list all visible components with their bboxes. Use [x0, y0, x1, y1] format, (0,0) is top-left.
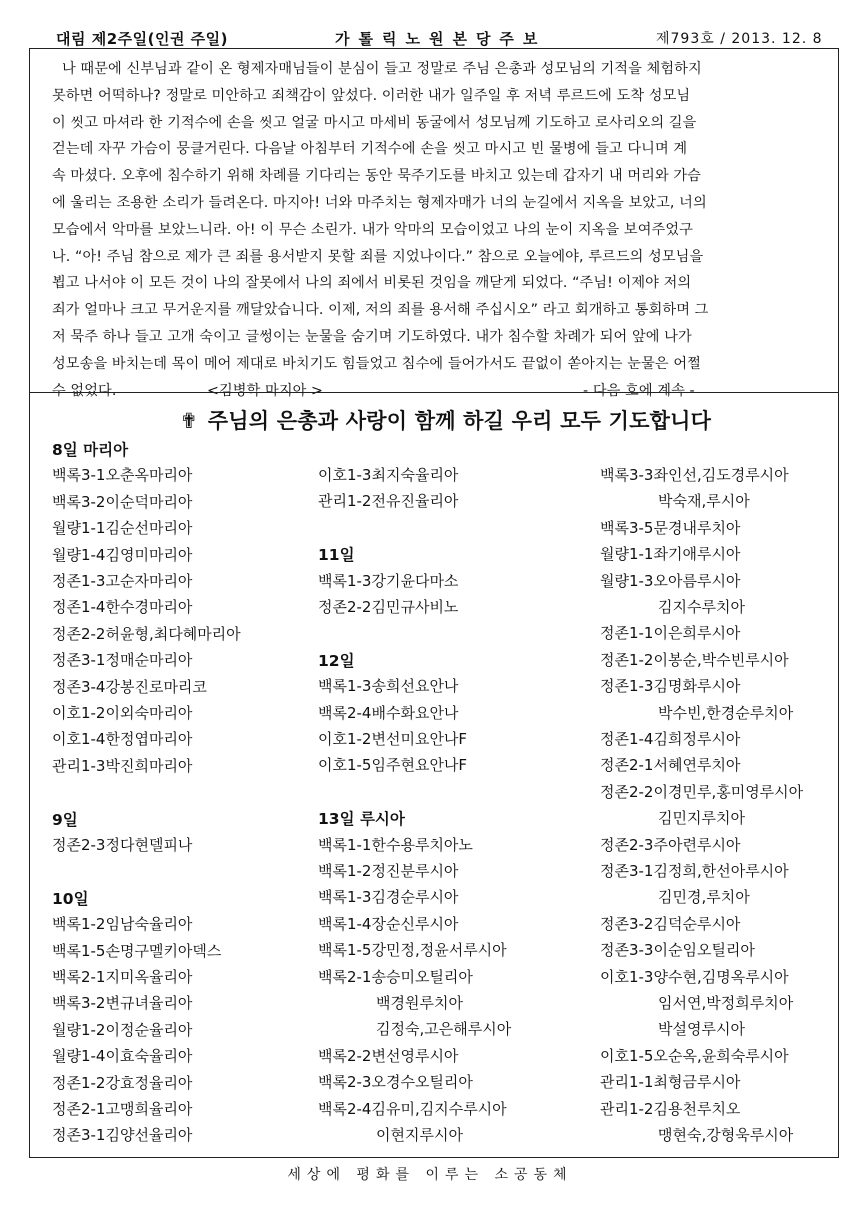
feast-day-heading: 13일 루시아 — [318, 810, 405, 829]
list-item: 이호1-5임주현요안나F — [318, 756, 468, 775]
list-item: 백록1-5손명구멜키아덱스 — [52, 941, 222, 960]
story-line: 죄가 얼마나 크고 무거운지를 깨달았습니다. 이제, 저의 죄를 용서해 주십시오” 라고 회개하고 통회하며 그 — [52, 302, 709, 319]
list-item: 관리1-3박진희마리아 — [52, 756, 193, 775]
section-divider — [29, 392, 839, 393]
list-item: 백록1-4장순신루시아 — [318, 914, 459, 933]
list-item: 정존1-4김희정루시아 — [600, 730, 741, 748]
list-item: 김정숙,고은해루시아 — [376, 1020, 512, 1039]
story-line: 나. “아! 주님 참으로 제가 큰 죄를 용서받지 못할 죄를 지었나이다.” 참으로 오늘에야, 루르드의 성모님을 — [52, 248, 704, 265]
continued-note: - 다음 호에 계속 - — [583, 382, 695, 399]
feast-day-heading: 12일 — [318, 651, 355, 670]
story-line-end: 수 없었다. — [52, 382, 117, 399]
story-line: 걷는데 자꾸 가슴이 뭉클거린다. 다음날 아침부터 기적수에 손을 씻고 마시고 빈 물병에 들고 다니며 계 — [52, 141, 688, 158]
list-item: 정존1-3김명화루시아 — [600, 677, 741, 696]
list-item: 임서연,박정희루치아 — [658, 994, 794, 1012]
list-item: 박설영루시아 — [658, 1020, 745, 1039]
list-item: 이호1-4한정엽마리아 — [52, 730, 193, 749]
list-item: 관리1-1최형금루시아 — [600, 1073, 741, 1092]
list-item: 백록3-5문경내루치아 — [600, 518, 741, 537]
story-line: 속 마셨다. 오후에 침수하기 위해 차례를 기다리는 동안 묵주기도를 바치고 있는데 갑자기 내 머리와 가슴 — [52, 168, 701, 185]
list-item: 백록3-1오춘옥마리아 — [52, 466, 193, 485]
story-line: 못하면 어떡하나? 정말로 미안하고 죄책감이 앞섰다. 이러한 내가 일주일 후 저녁 루르드에 도착 성모님 — [52, 87, 691, 104]
list-item: 백록2-1송승미오틸리아 — [318, 967, 473, 986]
bulletin-header — [0, 28, 860, 48]
issue-number-date: 제793호 / 2013. 12. 8 — [656, 31, 823, 47]
story-line: 에 울리는 조용한 소리가 들려온다. 마지아! 너와 마주치는 형제자매가 너의 눈길에서 지옥을 보았고, 너의 — [52, 195, 707, 211]
list-item: 월량1-4김영미마리아 — [52, 545, 193, 564]
list-item: 정존3-2김덕순루시아 — [600, 914, 741, 933]
list-item: 월량1-1김순선마리아 — [52, 519, 193, 538]
story-line: 이 씻고 마셔라 한 기적수에 손을 씻고 얼굴 마시고 마세비 동굴에서 성모님께 기도하고 로사리오의 길을 — [52, 114, 697, 131]
list-item: 백록1-3김경순루시아 — [318, 888, 459, 907]
bulletin-title: 가톨릭노원본당주보 — [335, 30, 547, 48]
list-item: 백록1-5강민정,정윤서루시아 — [318, 941, 507, 960]
list-item: 정존3-1정매순마리아 — [52, 651, 193, 670]
list-item: 월량1-4이효숙율리아 — [52, 1047, 193, 1066]
footer-slogan: 세상에 평화를 이루는 소공동체 — [287, 1167, 573, 1183]
list-item: 이호1-3최지숙율리아 — [318, 466, 459, 484]
list-item: 월량1-2이정순율리아 — [52, 1020, 193, 1039]
list-item: 정존2-1서혜연루치아 — [600, 756, 741, 775]
story-line: 나 때문에 신부님과 같이 온 형제자매님들이 분심이 들고 정말로 주님 은총과 성모님의 기적을 체험하지 — [62, 61, 702, 77]
prayer-title: 주님의 은총과 사랑이 함께 하길 우리 모두 기도합니다 — [207, 409, 712, 433]
story-line: 저 묵주 하나 들고 고개 숙이고 글썽이는 눈물을 숨기며 기도하였다. 내가 침수할 차례가 되어 앞에 나가 — [52, 329, 692, 345]
list-item: 정존2-2허윤형,최다혜마리아 — [52, 624, 241, 643]
story-line: 성모송을 바치는데 목이 메어 제대로 바치기도 힘들었고 침수에 들어가서도 끝없이 쏟아지는 눈물은 어쩔 — [52, 355, 701, 372]
list-item: 이호1-3양수현,김명옥루시아 — [600, 967, 789, 986]
prayer-banner — [180, 405, 711, 435]
liturgical-day: 대림 제2주일(인권 주일) — [56, 30, 229, 48]
list-item: 백록2-3오경수오틸리아 — [318, 1073, 473, 1092]
list-item: 정존1-4한수경마리아 — [52, 598, 193, 617]
list-item: 관리1-2김용천루치오 — [600, 1099, 741, 1118]
feast-day-heading: 11일 — [318, 546, 355, 565]
story-last-line — [52, 380, 695, 400]
list-item: 정존1-2이봉순,박수빈루시아 — [600, 650, 789, 669]
list-item: 백록3-2이순덕마리아 — [52, 492, 193, 511]
list-item: 백경원루치아 — [376, 994, 463, 1012]
list-item: 백록2-4배수화요안나 — [318, 703, 459, 722]
list-item: 백록1-3송희선요안나 — [318, 677, 459, 696]
list-item: 정존3-3이순임오틸리아 — [600, 941, 755, 960]
list-item: 정존2-3정다현델피나 — [52, 836, 193, 854]
list-item: 백록1-2정진분루시아 — [318, 862, 459, 880]
list-item: 정존3-1김정희,한선아루시아 — [600, 862, 789, 880]
list-item: 이호1-5오순옥,윤희숙루시아 — [600, 1046, 789, 1065]
list-item: 백록2-4김유미,김지수루시아 — [318, 1099, 507, 1118]
author-signature: <김병학 마지아 > — [207, 382, 324, 399]
list-item: 정존2-2이경민루,홍미영루시아 — [600, 782, 804, 801]
list-item: 김민지루치아 — [658, 809, 745, 828]
list-item: 정존2-3주아련루시아 — [600, 835, 741, 854]
list-item: 관리1-2전유진율리아 — [318, 492, 459, 511]
list-item: 정존3-1김양선율리아 — [52, 1126, 193, 1145]
list-item: 정존1-1이은희루시아 — [600, 624, 741, 643]
list-item: 백록1-3강기윤다마소 — [318, 571, 459, 590]
feast-day-heading: 10일 — [52, 889, 89, 908]
list-item: 월량1-3오아름루시아 — [600, 571, 741, 590]
list-item: 김민경,루치아 — [658, 888, 750, 907]
feast-day-heading: 8일 마리아 — [52, 441, 129, 459]
cross-icon: ✟ — [180, 409, 198, 433]
list-item: 정존2-1고맹희율리아 — [52, 1100, 193, 1118]
list-item: 백록2-2변선영루시아 — [318, 1046, 459, 1065]
list-item: 정존2-2김민규사비노 — [318, 598, 459, 616]
list-item: 이호1-2변선미요안나F — [318, 730, 468, 748]
list-item: 박숙재,루시아 — [658, 492, 750, 511]
list-item: 이현지루시아 — [376, 1126, 463, 1144]
story-line: 모습에서 악마를 보았느니라. 아! 이 무슨 소린가. 내가 악마의 모습이었고 나의 눈이 지옥을 보여주었구 — [52, 221, 693, 238]
list-item: 월량1-1좌기애루시아 — [600, 545, 741, 564]
story-line: 뵙고 나서야 이 모든 것이 나의 잘못에서 나의 죄에서 비롯된 것임을 깨닫게 되었다. “주님! 이제야 저의 — [52, 275, 692, 292]
feast-day-heading: 9일 — [52, 810, 78, 829]
list-item: 이호1-2이외숙마리아 — [52, 704, 193, 722]
list-item: 김지수루치아 — [658, 598, 745, 616]
list-item: 정존3-4강봉진로마리코 — [52, 677, 207, 696]
list-item: 정존1-3고순자마리아 — [52, 572, 193, 590]
list-item: 백록1-1한수용루치아노 — [318, 835, 473, 854]
list-item: 정존1-2강효정율리아 — [52, 1073, 193, 1092]
list-item: 백록3-3좌인선,김도경루시아 — [600, 466, 789, 484]
list-item: 백록1-2임남숙율리아 — [52, 915, 193, 934]
list-item: 백록2-1지미옥율리아 — [52, 968, 193, 986]
list-item: 백록3-2변규녀율리아 — [52, 994, 193, 1013]
list-item: 박수빈,한경순루치아 — [658, 703, 794, 722]
list-item: 맹현숙,강형욱루시아 — [658, 1126, 794, 1144]
